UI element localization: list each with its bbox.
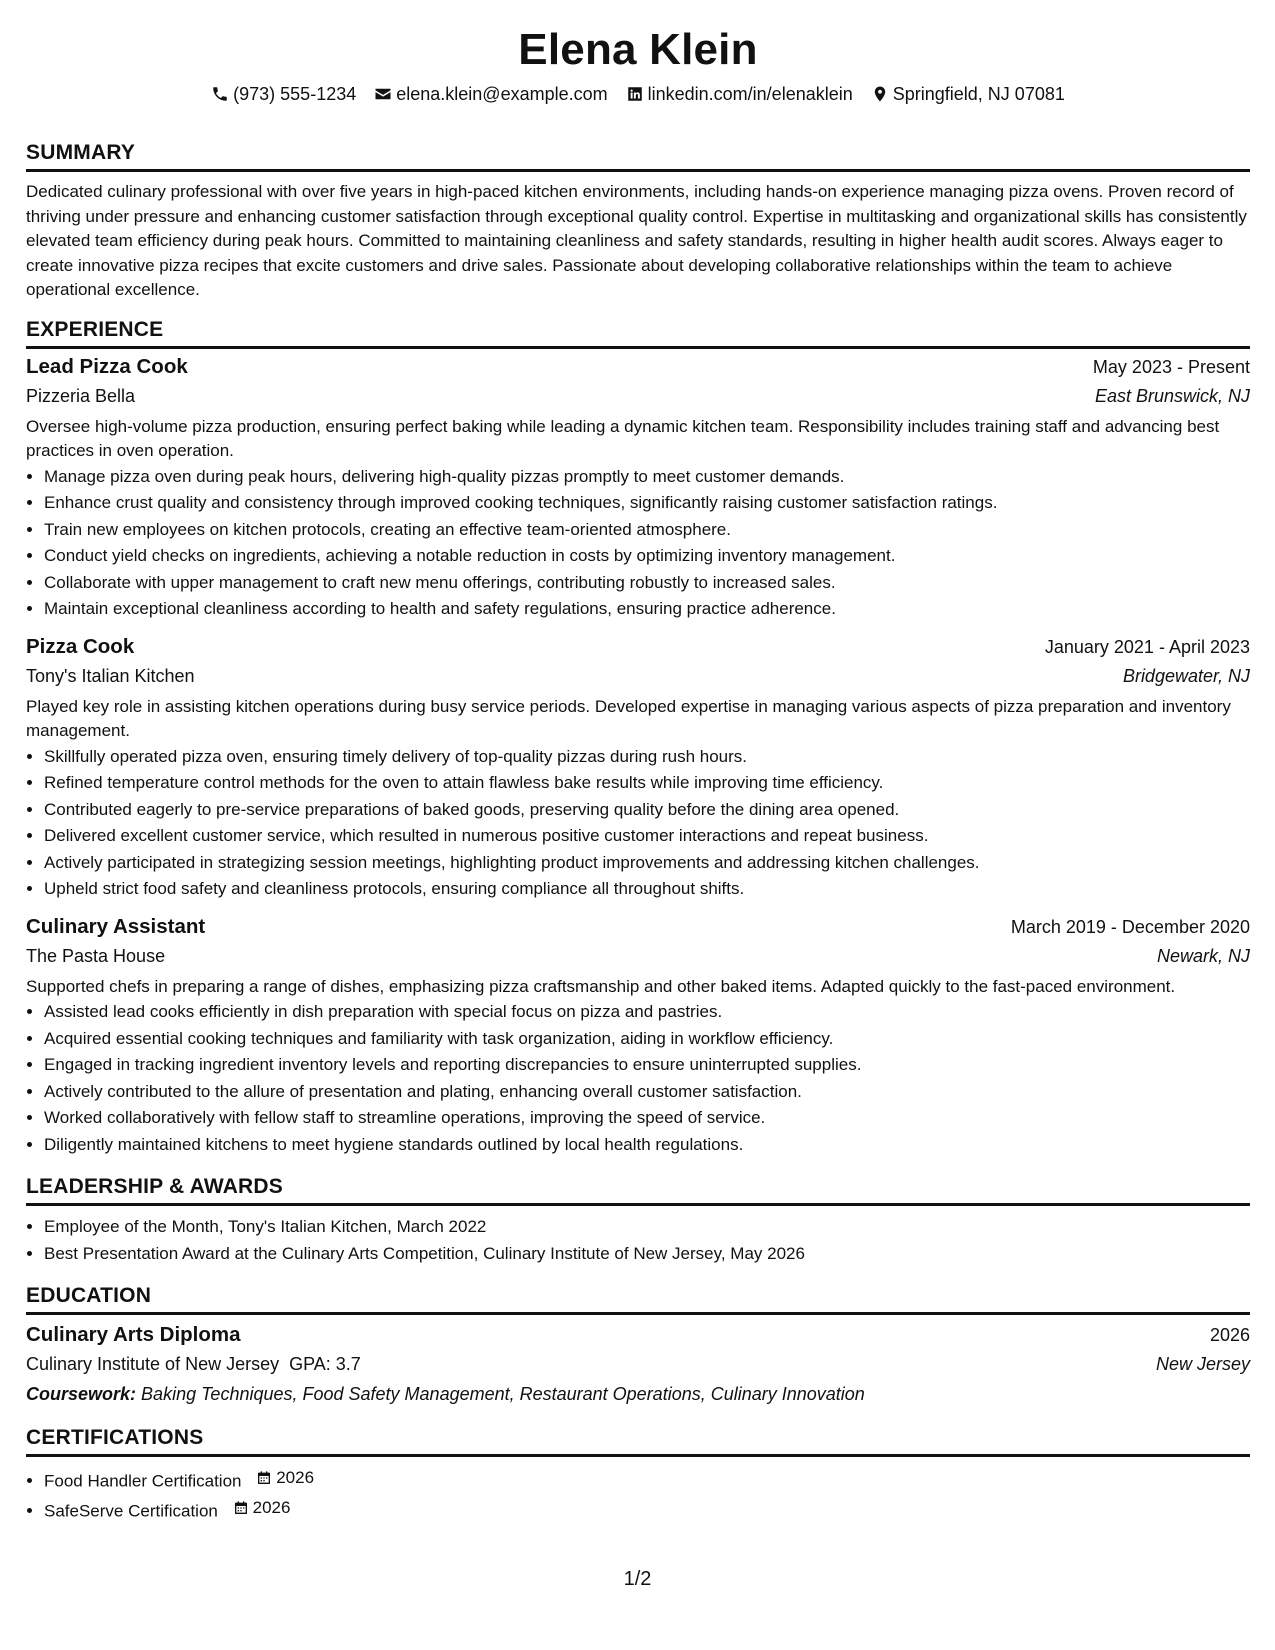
section-title-summary: SUMMARY [26, 140, 1250, 172]
list-item: • Delivered excellent customer service, which resulted in numerous positive customer interactions and repeat business. [44, 823, 1250, 850]
candidate-name: Elena Klein [518, 25, 758, 74]
contact-phone [211, 82, 356, 106]
cert-year [256, 1465, 314, 1492]
list-item: • Refined temperature control methods for the oven to attain flawless bake results while improving time efficiency. [44, 770, 1250, 797]
cert-name: Food Handler Certification [44, 1471, 242, 1491]
phone-text: (973) 555-1234 [233, 84, 357, 104]
list-item: • Collaborate with upper management to craft new menu offerings, contributing robustly to increased sales. [44, 570, 1250, 597]
calendar-icon [233, 1500, 249, 1516]
list-item: • Actively participated in strategizing session meetings, highlighting product improvements and addressing kitchen challenges. [44, 850, 1250, 877]
list-item: • Acquired essential cooking techniques and familiarity with task organization, aiding in workflow efficiency. [44, 1026, 1250, 1053]
job-entry [26, 353, 1250, 623]
school-line [26, 1349, 361, 1379]
certifications-list [26, 1465, 1250, 1525]
job-company: The Pasta House [26, 945, 166, 966]
job-dates: March 2019 - December 2020 [1010, 916, 1250, 937]
list-item [44, 1495, 1250, 1525]
job-company: Tony's Italian Kitchen [26, 665, 195, 686]
linkedin-icon [626, 85, 644, 103]
job-summary: Supported chefs in preparing a range of dishes, emphasizing pizza craftsmanship and other baked items. Adapted quickly to the fast-paced environment. [26, 976, 1176, 996]
education-section [26, 1283, 1250, 1409]
list-item: • Assisted lead cooks efficiently in dish preparation with special focus on pizza and pastries. [44, 999, 1250, 1026]
list-item: • Employee of the Month, Tony's Italian Kitchen, March 2022 [44, 1214, 1250, 1241]
list-item: • Diligently maintained kitchens to meet hygiene standards outlined by local health regulations. [44, 1132, 1250, 1159]
certifications-section [26, 1425, 1250, 1525]
cert-year [233, 1495, 291, 1522]
section-title-certifications: CERTIFICATIONS [26, 1425, 1250, 1457]
list-item: • Engaged in tracking ingredient inventory levels and reporting discrepancies to ensure uninterrupted supplies. [44, 1052, 1250, 1079]
contact-location [871, 82, 1065, 106]
coursework [26, 1379, 1250, 1409]
job-summary: Played key role in assisting kitchen operations during busy service periods. Developed expertise in managing various aspects of pizza preparation and inventory management. [26, 696, 1231, 740]
awards-list [26, 1214, 1250, 1267]
list-item: • Enhance crust quality and consistency through improved cooking techniques, significantly raising customer satisfaction ratings. [44, 490, 1250, 517]
cert-year-text: 2026 [276, 1468, 315, 1487]
list-item: • Contributed eagerly to pre-service preparations of baked goods, preserving quality before the dining area opened. [44, 797, 1250, 824]
list-item: • Train new employees on kitchen protocols, creating an effective team-oriented atmosphere. [44, 517, 1250, 544]
coursework-label: Coursework: [26, 1384, 137, 1404]
calendar-icon [256, 1470, 272, 1486]
degree-title: Culinary Arts Diploma [26, 1323, 241, 1346]
job-dates: May 2023 - Present [1092, 356, 1250, 377]
job-location: Bridgewater, NJ [1122, 665, 1250, 686]
job-company: Pizzeria Bella [26, 385, 136, 406]
degree-year: 2026 [1209, 1325, 1250, 1345]
summary-text: Dedicated culinary professional with over five years in high-paced kitchen environments, including hands-on experience managing pizza ovens. Proven record of thriving under pressure and enhancing customer satisfaction through exceptional quality control. Expertise in multitasking and organizational skills has consistently elevated team efficiency during peak hours. Committed to maintaining cleanliness and safety standards, resulting in higher health audit scores. Always eager to create innovative pizza recipes that excite customers and drive sales. Passionate about developing collaborative relationships within the team to achieve operational excellence. [26, 182, 1247, 299]
phone-icon [211, 85, 229, 103]
list-item: • Actively contributed to the allure of presentation and plating, enhancing overall customer satisfaction. [44, 1079, 1250, 1106]
job-bullets [26, 744, 1250, 903]
job-dates: January 2021 - April 2023 [1044, 636, 1250, 657]
cert-name: SafeServe Certification [44, 1501, 218, 1520]
envelope-icon [374, 85, 392, 103]
page-number: 1/2 [623, 1568, 652, 1590]
linkedin-link[interactable]: linkedin.com/in/elenaklein [647, 84, 853, 104]
coursework-list: Baking Techniques, Food Safety Management, Restaurant Operations, Culinary Innovation [141, 1384, 865, 1404]
list-item: • Skillfully operated pizza oven, ensuring timely delivery of top-quality pizzas during rush hours. [44, 744, 1250, 771]
list-item: • Manage pizza oven during peak hours, delivering high-quality pizzas promptly to meet customer demands. [44, 464, 1250, 491]
list-item: • Maintain exceptional cleanliness according to health and safety regulations, ensuring practice adherence. [44, 596, 1250, 623]
job-location: East Brunswick, NJ [1094, 385, 1250, 406]
job-bullets [26, 464, 1250, 623]
summary-section [26, 140, 1250, 303]
job-title: Pizza Cook [26, 634, 135, 658]
school-name: Culinary Institute of New Jersey [26, 1354, 280, 1374]
list-item: • Upheld strict food safety and cleanliness protocols, ensuring compliance all throughout shifts. [44, 876, 1250, 903]
section-title-awards: LEADERSHIP & AWARDS [26, 1174, 1250, 1206]
job-title: Lead Pizza Cook [26, 354, 188, 378]
list-item: • Best Presentation Award at the Culinary Arts Competition, Culinary Institute of New Jersey, May 2026 [44, 1241, 1250, 1268]
job-location: Newark, NJ [1156, 945, 1250, 966]
location-text: Springfield, NJ 07081 [892, 84, 1065, 104]
contact-email[interactable] [374, 82, 607, 106]
job-bullets [26, 999, 1250, 1158]
awards-section [26, 1174, 1250, 1267]
resume-page [26, 0, 1250, 1525]
school-location: New Jersey [1155, 1354, 1250, 1374]
list-item: • Conduct yield checks on ingredients, achieving a notable reduction in costs by optimizing inventory management. [44, 543, 1250, 570]
list-item: • Worked collaboratively with fellow staff to streamline operations, improving the speed of service. [44, 1105, 1250, 1132]
section-title-education: EDUCATION [26, 1283, 1250, 1315]
job-entry [26, 633, 1250, 903]
contact-bar [26, 82, 1250, 106]
job-title: Culinary Assistant [26, 914, 206, 938]
email-link[interactable]: elena.klein@example.com [396, 84, 608, 104]
gpa: GPA: 3.7 [289, 1354, 361, 1374]
job-summary: Oversee high-volume pizza production, ensuring perfect baking while leading a dynamic kitchen team. Responsibility includes training staff and advancing best practices in oven operation. [26, 416, 1220, 460]
experience-section [26, 317, 1250, 1159]
section-title-experience: EXPERIENCE [26, 317, 1250, 349]
contact-linkedin[interactable] [626, 82, 853, 106]
cert-year-text: 2026 [252, 1497, 291, 1517]
map-pin-icon [871, 85, 889, 103]
list-item [44, 1465, 1250, 1495]
job-entry [26, 913, 1250, 1159]
